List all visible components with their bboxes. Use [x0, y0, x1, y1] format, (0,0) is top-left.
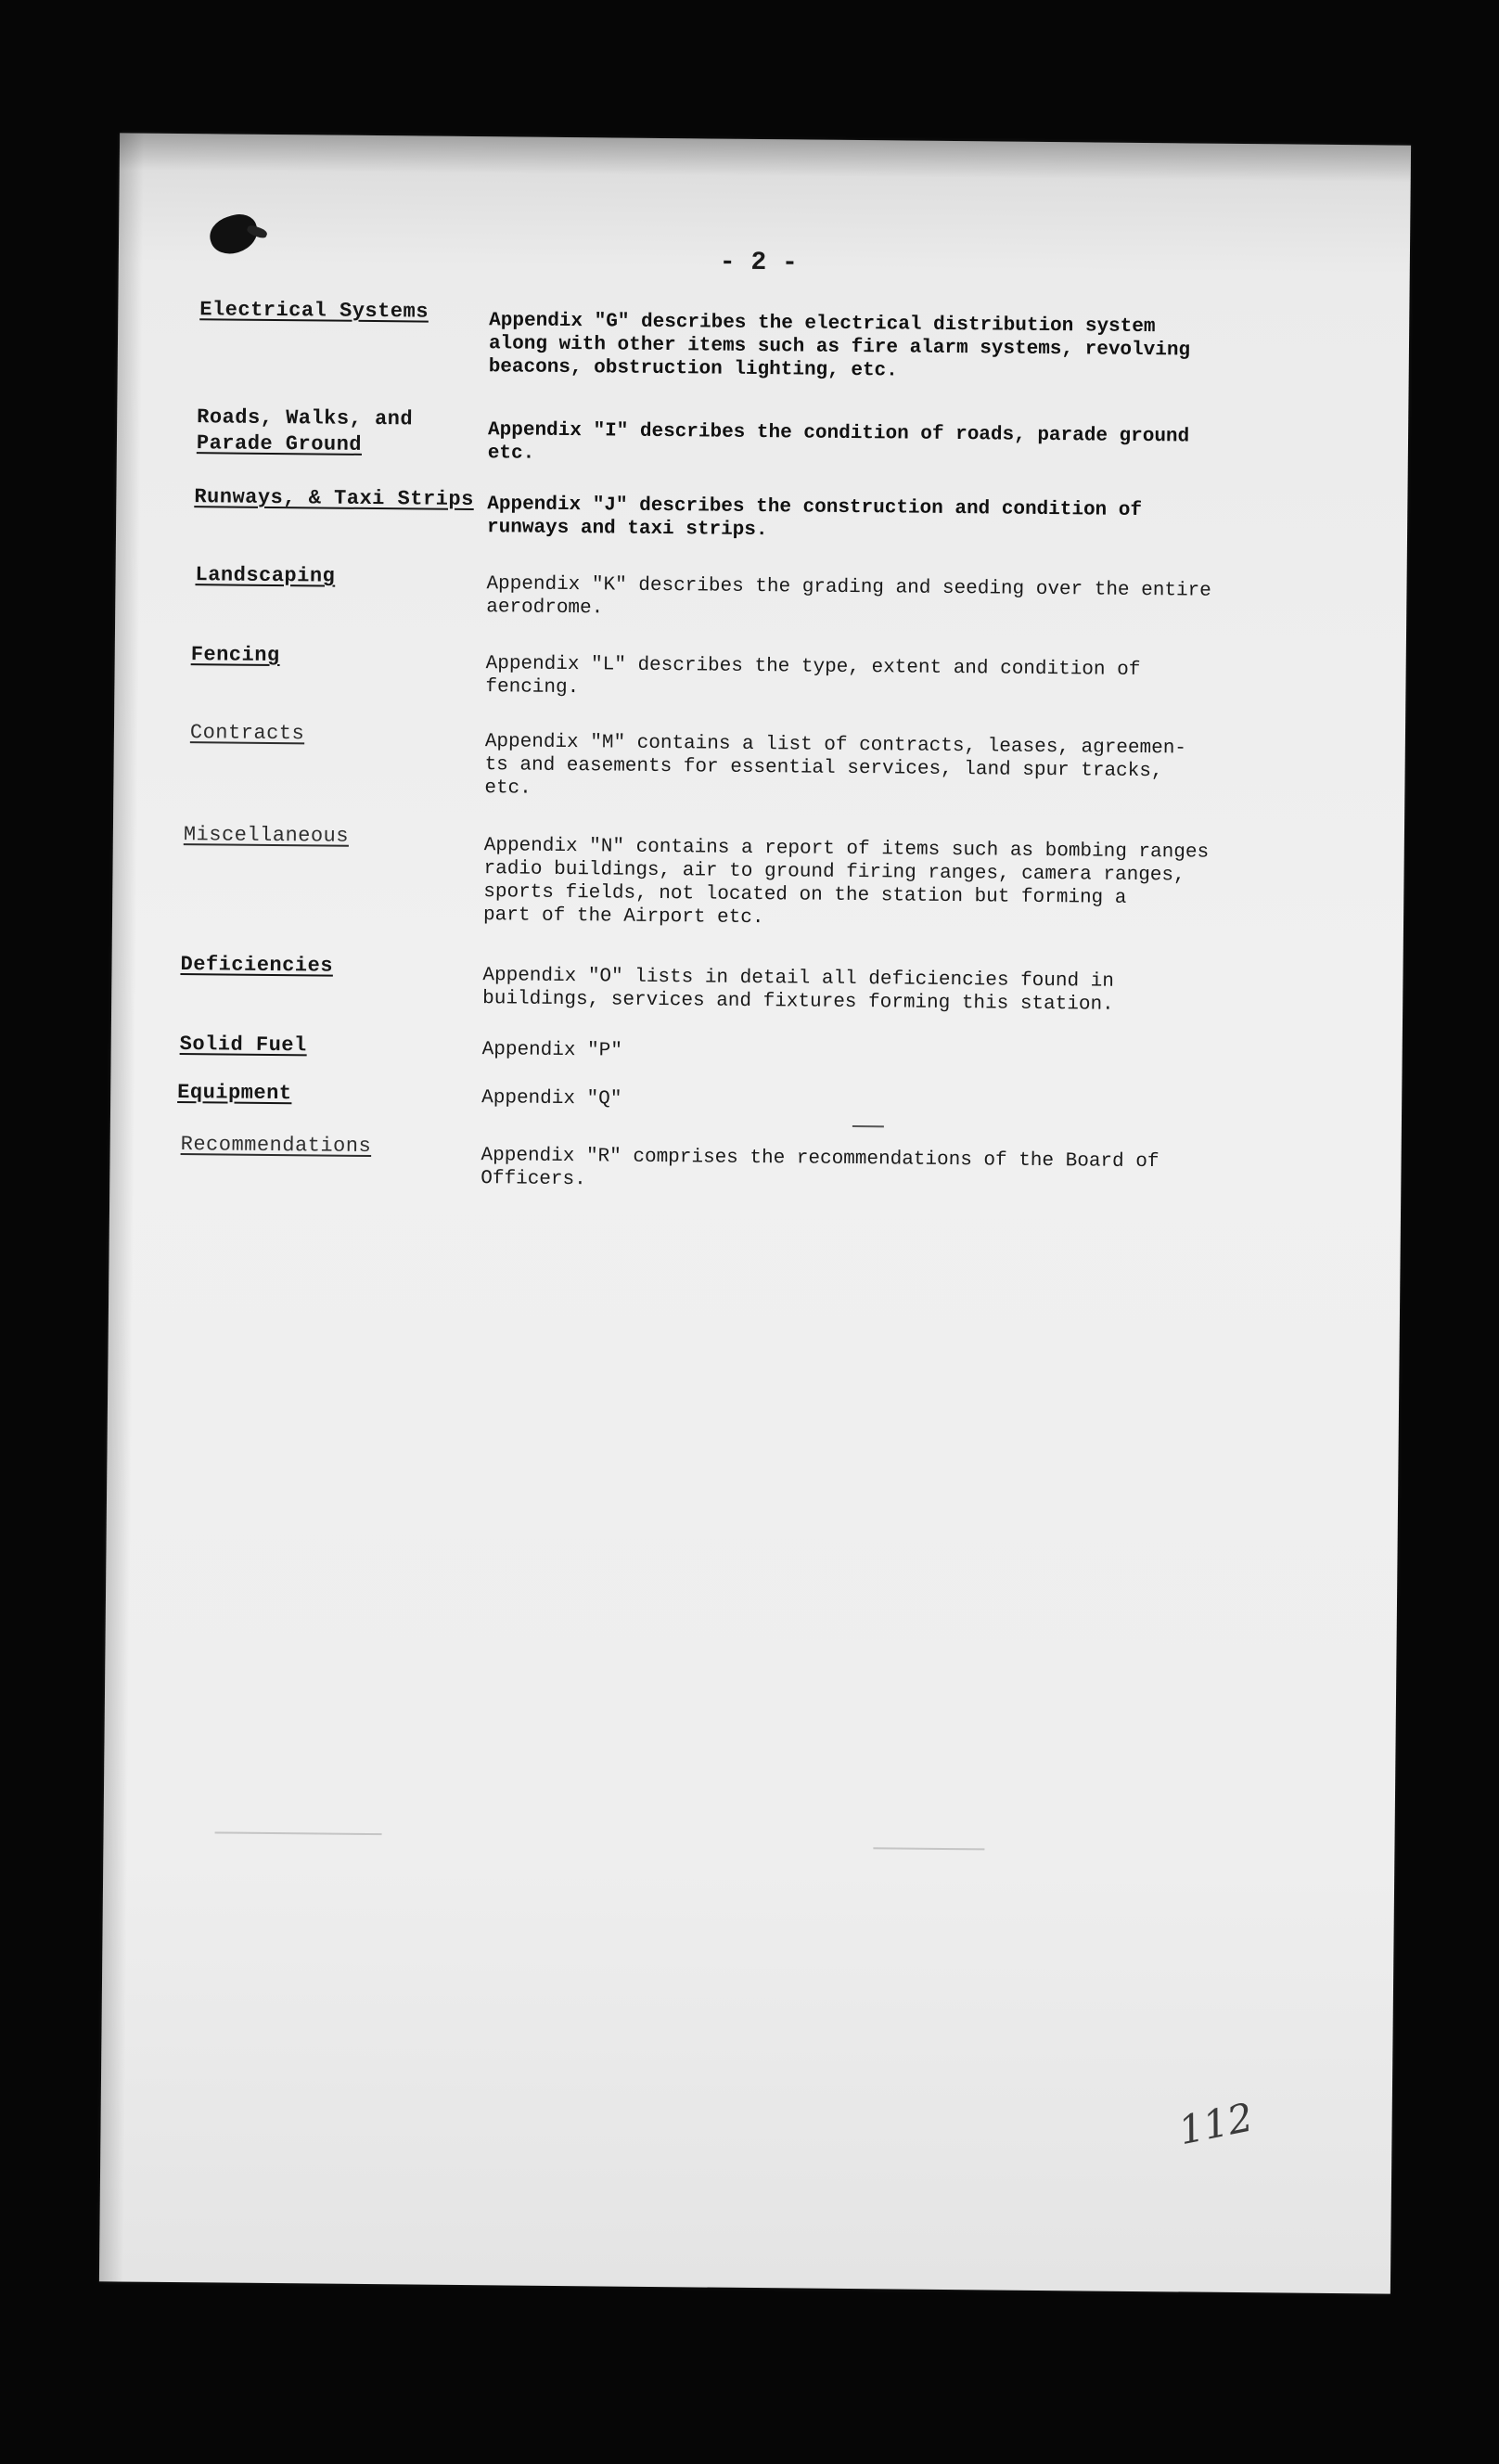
ink-smudge — [852, 1125, 884, 1127]
entry-description — [485, 652, 1311, 707]
entry-description — [481, 1086, 1307, 1118]
entry-description — [480, 1144, 1306, 1199]
entry-label-line: Solid Fuel — [179, 1033, 307, 1058]
description-line: fencing. — [485, 676, 580, 699]
entry-label — [199, 297, 429, 325]
entry-description — [489, 309, 1315, 387]
entry-description — [482, 964, 1308, 1019]
description-line: Appendix "N" contains a report of items such as bombing ranges — [483, 835, 1210, 864]
entry-equipment — [110, 1079, 1402, 1110]
entry-label — [177, 1080, 292, 1107]
entry-description — [488, 418, 1313, 473]
entry-description — [483, 834, 1310, 935]
description-line: Appendix "L" describes the type, extent and condition of — [485, 653, 1141, 681]
entry-label-line: Electrical Systems — [199, 298, 429, 324]
faint-bleed-through-mark — [215, 1831, 382, 1835]
description-line: Appendix "P" — [481, 1039, 623, 1062]
entry-label — [197, 404, 413, 458]
description-line: Appendix "O" lists in detail all deficiencies found in — [482, 965, 1115, 993]
faint-bleed-through-mark — [873, 1847, 984, 1850]
entry-miscellaneous — [113, 821, 1404, 930]
entry-label — [180, 952, 333, 980]
entry-description — [486, 572, 1312, 627]
entry-landscaping — [116, 561, 1407, 620]
description-line: Appendix "R" comprises the recommendations of the Board of — [480, 1145, 1159, 1174]
paper-shadow-top — [120, 133, 1411, 182]
entry-label-line: Miscellaneous — [183, 823, 350, 848]
entry-description — [482, 1038, 1308, 1070]
entry-label-line: Parade Ground — [196, 431, 363, 456]
entry-label-line: Roads, Walks, and — [197, 405, 414, 431]
entry-solid-fuel — [111, 1031, 1403, 1062]
entry-recommendations — [110, 1131, 1402, 1191]
entry-contracts — [114, 719, 1405, 800]
entry-label — [190, 720, 305, 747]
description-line: part of the Airport etc. — [482, 905, 764, 930]
entry-runways — [117, 483, 1408, 542]
entry-label — [181, 1132, 372, 1160]
description-line: Appendix "I" describes the condition of roads, parade ground — [487, 419, 1190, 448]
paper-shadow-left — [99, 133, 144, 2281]
page-number: - 2 - — [719, 248, 798, 278]
entry-description — [484, 730, 1311, 808]
entry-roads-walks — [117, 404, 1408, 465]
description-line: ts and easements for essential services, land spur tracks, — [484, 754, 1163, 783]
handwritten-note: 112 — [1174, 2094, 1257, 2154]
description-line: buildings, services and fixtures forming this station. — [482, 988, 1114, 1016]
description-line: along with other items such as fire alarm systems, revolving — [488, 333, 1191, 362]
description-line: Appendix "K" describes the grading and seeding over the entire — [486, 573, 1211, 602]
description-line: Officers. — [480, 1168, 586, 1191]
entry-label — [195, 562, 335, 589]
entry-label-line: Recommendations — [180, 1133, 372, 1159]
entry-label — [184, 822, 349, 850]
description-line: sports fields, not located on the station but forming a — [483, 881, 1127, 909]
entry-label — [180, 1032, 307, 1059]
description-line: etc. — [487, 443, 535, 465]
description-line: beacons, obstruction lighting, etc. — [488, 356, 898, 382]
entry-label-line: Fencing — [190, 643, 280, 668]
description-line: aerodrome. — [486, 597, 604, 620]
entry-label — [194, 484, 474, 513]
entry-fencing — [115, 641, 1406, 699]
entry-label-line: Landscaping — [195, 563, 336, 588]
description-line: Appendix "G" describes the electrical distribution system — [489, 310, 1156, 339]
description-line: radio buildings, air to ground firing ranges, camera ranges, — [483, 858, 1185, 887]
paper-sheet — [99, 133, 1411, 2293]
entry-label-line: Runways, & Taxi Strips — [194, 485, 474, 512]
entry-label-line: Deficiencies — [180, 953, 334, 978]
entry-label — [191, 642, 280, 669]
description-line: Appendix "Q" — [481, 1087, 622, 1110]
description-line: runways and taxi strips. — [486, 517, 768, 542]
entry-description — [487, 493, 1313, 547]
entry-electrical-systems — [118, 296, 1409, 382]
description-line: Appendix "J" describes the construction and condition of — [487, 494, 1143, 521]
entry-deficiencies — [112, 951, 1403, 1016]
description-line: etc. — [484, 777, 532, 800]
entry-label-line: Equipment — [177, 1081, 292, 1106]
entry-label-line: Contracts — [189, 721, 305, 746]
description-line: Appendix "M" contains a list of contracts, leases, agreemen- — [484, 731, 1187, 760]
